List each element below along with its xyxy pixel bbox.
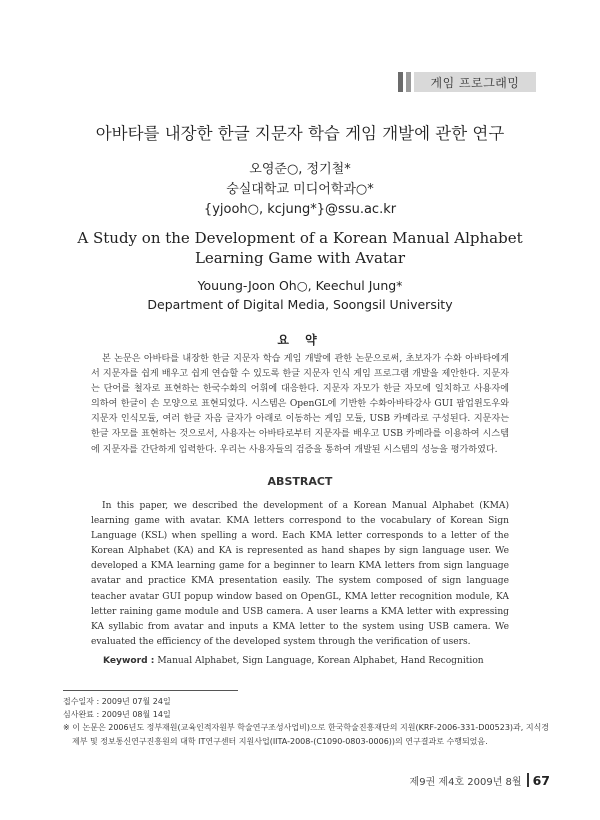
keyword-list: Manual Alphabet, Sign Language, Korean Alphabet, Hand Recognition	[157, 656, 484, 666]
author-affiliation-korean: 숭실대학교 미디어학과○*	[226, 182, 374, 197]
keywords-line	[103, 656, 523, 666]
footer-separator	[527, 773, 529, 787]
journal-issue: 제9권 제4호 2009년 8월	[409, 776, 522, 788]
footnote-acknowledgment-line-1: ※ 이 논문은 2006년도 정부재원(교육인적자원부 학술연구조성사업비)으로 한국학술진흥재단의 지원(KRF-2006-331-D00523)과, 지식경	[63, 723, 550, 733]
authors-korean	[0, 160, 600, 220]
paper-title-english: A Study on the Development of a Korean Manual Alphabet Learning Game with Avatar	[77, 229, 523, 267]
page-number: 67	[532, 772, 550, 788]
keyword-label: Keyword :	[103, 656, 155, 666]
section-tag-label: 게임 프로그래밍	[414, 72, 536, 92]
abstract-korean-heading: 요 약	[277, 333, 323, 347]
page-footer	[340, 771, 550, 789]
footnote-acknowledgment-line-2: 제부 및 정보통신연구진흥원의 대학 IT연구센터 지원사업(IITA-2008-(C1090-0803-0006))의 연구결과로 수행되었음.	[72, 736, 488, 746]
abstract-korean-body: 본 논문은 아바타를 내장한 한글 지문자 학습 게임 개발에 관한 논문으로써, 초보자가 수화 아바타에게서 지문자를 쉽게 배우고 쉽게 연습할 수 있도록 한글 지문자 인식 게임 프로그램 개발을 제안한다. 지문자는 단어를 철자로 표현하는 한국수화의 어휘에 대응한다. 지문자 자모가 한글 자모에 일치하고 사용자에 의하여 한글이 손 모양으로 표현되었다. 시스템은 OpenGL에 기반한 수화아바타강사 GUI 팝업윈도우와 지문자 인식모듈, 여러 한글 자음 글자가 아래로 이동하는 게임 모듈, USB 카메라로 구성된다. 지문자는 한글 자모를 표현하는 것으로서, 사용자는 아바타로부터 지문자를 배우고 USB 카메라를 이용하여 시스템에 지문자를 간단하게 입력한다. 우리는 사용자들의 검증을 통하여 개발된 시스템의 성능을 평가하였다.	[91, 354, 509, 455]
author-emails: {yjooh○, kcjung*}@ssu.ac.kr	[203, 202, 397, 217]
footnote-received: 접수일자 : 2009년 07월 24일	[63, 697, 171, 706]
section-tag-bar-light	[406, 72, 411, 92]
author-names-english: Youung-Joon Oh○, Keechul Jung*	[197, 278, 403, 293]
authors-english	[0, 276, 600, 314]
footnote-reviewed: 심사완료 : 2009년 08월 14일	[63, 710, 171, 720]
abstract-english-body: In this paper, we described the development of a Korean Manual Alphabet (KMA) learning game with avatar. KMA letters correspond to the vocabulary of Korean Sign Language (KSL) when spelling a word. Each KMA letter corresponds to a letter of the Korean Alphabet (KA) and KA is represented as hand shapes by sign language user. We developed a KMA learning game for a beginner to learn KMA letters from sign language avatar and practice KMA presentation easily. The system composed of sign language teacher avatar GUI popup window based on OpenGL, KMA letter recognition module, KA letter raining game module and USB camera. A user learns a KMA letter with expressing KA syllabic from avatar and inputs a KMA letter to the system using USB camera. We evaluated the efficiency of the developed system through the verification of users.	[91, 501, 509, 647]
author-names-korean: 오영준○, 정기철*	[249, 162, 351, 177]
footnote-divider	[63, 690, 238, 691]
section-tag-bar-dark	[398, 72, 403, 92]
abstract-english-heading: ABSTRACT	[267, 475, 333, 488]
author-affiliation-english: Department of Digital Media, Soongsil University	[147, 297, 453, 312]
paper-title-korean: 아바타를 내장한 한글 지문자 학습 게임 개발에 관한 연구	[95, 124, 505, 143]
footnotes	[63, 695, 553, 748]
section-tag	[398, 72, 536, 92]
